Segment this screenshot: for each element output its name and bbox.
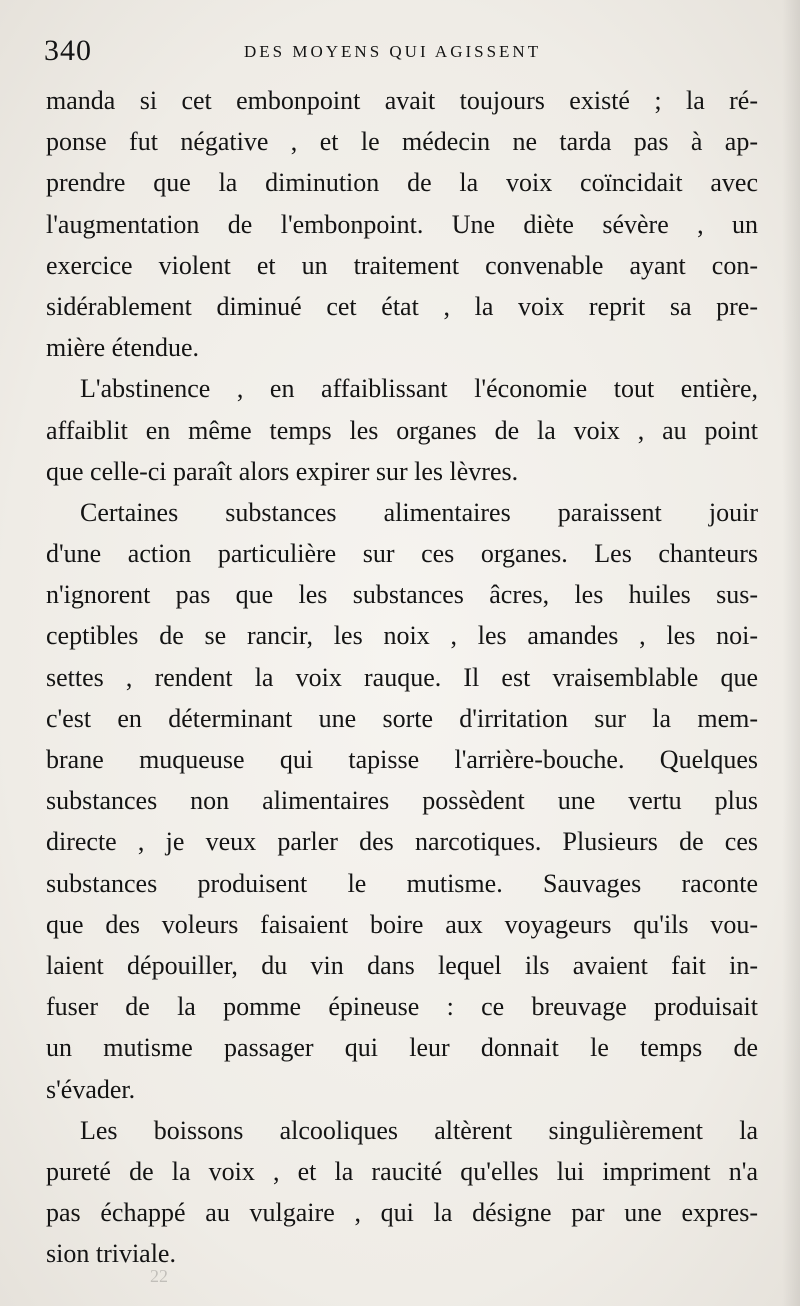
text-line: que celle-ci paraît alors expirer sur les lèvres. xyxy=(46,456,519,486)
body-text xyxy=(46,80,758,1274)
text-line: l'augmentation de l'embonpoint. Une diète sévère , un xyxy=(46,209,758,239)
text-line: que des voleurs faisaient boire aux voyageurs qu'ils vou- xyxy=(46,909,758,939)
text-line: settes , rendent la voix rauque. Il est vraisemblable que xyxy=(46,662,758,692)
text-line: exercice violent et un traitement convenable ayant con- xyxy=(46,250,758,280)
text-line: manda si cet embonpoint avait toujours existé ; la ré- xyxy=(46,86,758,115)
text-line: Certaines substances alimentaires paraissent jouir xyxy=(80,497,758,527)
page-edge-shadow xyxy=(782,0,800,1306)
text-line: c'est en déterminant une sorte d'irritation sur la mem- xyxy=(46,703,758,733)
text-line: s'évader. xyxy=(46,1074,136,1104)
page-number: 340 xyxy=(44,34,92,67)
text-line: Les boissons alcooliques altèrent singulièrement la xyxy=(80,1115,758,1145)
text-line: pas échappé au vulgaire , qui la désigne par une expres- xyxy=(46,1198,758,1228)
text-line: un mutisme passager qui leur donnait le temps de xyxy=(46,1033,758,1063)
text-line: prendre que la diminution de la voix coïncidait avec xyxy=(46,168,758,198)
text-line: ponse fut négative , et le médecin ne tarda pas à ap- xyxy=(46,127,758,157)
text-line: L'abstinence , en affaiblissant l'économie tout entière, xyxy=(80,374,758,404)
running-head: DES MOYENS QUI AGISSENT xyxy=(244,42,542,61)
page-header xyxy=(44,34,758,74)
text-line: directe , je veux parler des narcotiques. Plusieurs de ces xyxy=(46,827,758,857)
text-line: pureté de la voix , et la raucité qu'elles lui impriment n'a xyxy=(46,1156,758,1186)
text-line: substances produisent le mutisme. Sauvages raconte xyxy=(46,868,758,898)
text-line: sidérablement diminué cet état , la voix reprit sa pre- xyxy=(46,291,758,321)
text-line: substances non alimentaires possèdent une vertu plus xyxy=(46,786,758,816)
text-line: affaiblit en même temps les organes de la voix , au point xyxy=(46,415,758,445)
text-line: n'ignorent pas que les substances âcres, les huiles sus- xyxy=(46,580,758,610)
text-line: brane muqueuse qui tapisse l'arrière-bouche. Quelques xyxy=(46,745,758,774)
text-line: ceptibles de se rancir, les noix , les amandes , les noi- xyxy=(46,621,758,651)
text-line: d'une action particulière sur ces organes. Les chanteurs xyxy=(46,539,758,569)
text-line: laient dépouiller, du vin dans lequel ils avaient fait in- xyxy=(46,950,758,980)
text-line: fuser de la pomme épineuse : ce breuvage produisait xyxy=(46,992,758,1022)
text-line: mière étendue. xyxy=(46,333,200,363)
signature-mark: 22 xyxy=(150,1266,168,1286)
text-line: sion triviale. xyxy=(46,1239,176,1269)
